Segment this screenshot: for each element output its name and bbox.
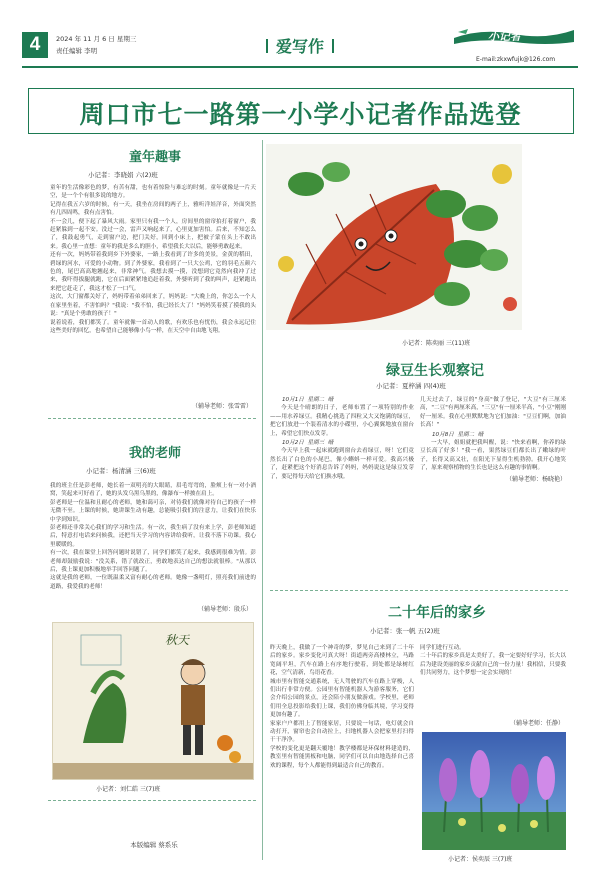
banner-frame [28, 88, 574, 134]
editor-note: 本版编辑 蔡系乐 [130, 841, 178, 849]
section-title [250, 34, 350, 57]
leaf-drawing-icon [266, 144, 522, 330]
bean-diary-2: 10月2日 星期三 晴 [282, 440, 334, 447]
flower-artwork [422, 732, 566, 850]
bean-title: 绿豆生长观察记 [386, 363, 484, 379]
teacher-byline: 小记者：杨清涵 三(6)班 [86, 467, 156, 475]
teacher-title: 我的老师 [128, 446, 181, 461]
bean-col-2 [420, 396, 566, 582]
masthead-email: E-mail:zkxwfujk@126.com [476, 56, 556, 63]
hometown-byline: 小记者：张一帆 五(2)班 [370, 627, 440, 635]
childhood-title: 童年趣事 [128, 150, 181, 165]
divider-bean-hometown [270, 590, 568, 591]
bean-col-1 [270, 396, 414, 582]
divider-childhood-teacher [48, 418, 256, 419]
page-number: 4 [29, 34, 41, 55]
column-separator [262, 140, 263, 860]
page-number-block [22, 32, 48, 58]
bean-body-4: 一大早，姐姐就把我叫醒，说："快来看啊，你养的绿豆长高了好多！"我一看，果然绿豆们都长出了嫩绿的叶子，长得又高又壮，在阳光下显得生机勃勃。我开心地笑了，原来观察植物的生长也是这么有趣的事情啊。 [420, 440, 566, 472]
autumn-artwork [52, 622, 254, 780]
childhood-byline: 小记者：李晓娟 六(2)班 [88, 171, 158, 179]
section-bar-right [332, 39, 334, 53]
autumn-drawing-icon [53, 623, 254, 780]
bean-tutor: （辅导老师：杨晓艳） [505, 475, 566, 483]
childhood-tutor: （辅导老师：张雪雷） [191, 403, 252, 410]
bean-body-2: 今天早上我一起床就跑到窗台去看绿豆，呀！它们竟然长出了白色的小尾巴，像小蝌蚪一样可爱。我高兴极了，赶紧把这个好消息告诉了妈妈，妈妈说这是绿豆发芽了，要记得每天给它们换水哦。 [270, 448, 414, 480]
bean-byline: 小记者：夏梓涵 四(4)班 [376, 382, 446, 390]
bean-body-1: 今天是个晴朗的日子，老师布置了一项特别的作业——用水养绿豆。我精心挑选了四粒又大又饱满的绿豆，把它们放进一个装着清水的小碟里，小心翼翼地放在窗台上，希望它们快点发芽。 [270, 405, 414, 437]
section-bar-left [266, 39, 268, 53]
leaf-artwork [266, 144, 522, 330]
hometown-body-2: 同学们进行互动。 二十年后的家乡真是太美好了，我一定要好好学习，长大以后为建设美丽的家乡贡献自己的一份力量！我相信，只要我们共同努力，这个梦想一定会实现的！ [420, 645, 566, 677]
autumn-art-caption: 小记者：刘仁皓 三(7)班 [96, 786, 161, 793]
bean-body-3: 几天过去了，绿豆的"身高"做了登记，"大豆"有三厘米高，"二豆"有两厘米高，"三豆"有一厘米半高，"小豆"刚刚好一厘米。我在心里默默地为它们加油："豆豆们啊，加油长高！" [420, 397, 566, 429]
brand-name: 小记者 [488, 30, 521, 43]
flower-drawing-icon [422, 732, 566, 850]
teacher-tutor: （辅导老师：殷乐） [197, 606, 252, 613]
section-label: 爱写作 [275, 37, 324, 56]
bean-diary-1: 10月1日 星期二 晴 [282, 397, 334, 403]
leaf-art-caption: 小记者：陈奕丽 三(11)班 [402, 340, 471, 347]
flower-art-caption: 小记者：侯奕辰 三(7)班 [448, 856, 513, 863]
brand-logo [452, 26, 576, 46]
hometown-body-1: 昨天晚上，我做了一个神奇的梦，梦见自己来到了二十年后的家乡。家乡变化可真大呀！街道两旁高楼林立，马路宽阔平坦，汽车在路上有序地行驶着，到处都是绿树红花，空气清新，鸟语花香。 城市里有智能交通系统，无人驾驶的汽车在路上穿梭，人们出行非常方便。公园里有智能机器人为游客服务，它们会介绍公园的景点，还会陪小朋友做游戏。学校里，老师们用全息投影给我们上课，我们仿佛身临其境，学习变得更加有趣了。 家家户户都用上了智能家居，只要说一句话，电灯就会自动打开，窗帘也会自动拉上，扫地机器人会把家里打扫得干干净净。 学校的变化更是翻天覆地！教学楼都是环保材料建造的，教室里有智能黑板和电脑，同学们可以自由地选择自己喜欢的课程，每个人都能得到最适合自己的教育。 [270, 645, 414, 769]
autumn-art-text: 秋天 [165, 633, 190, 647]
masthead-editor: 责任编辑 李明 [56, 47, 98, 55]
childhood-body: 童年的生活像彩色的梦，有苦有甜，也有着惊险与难忘的时刻。童年就像是一片天空，是一个个有很多说的地方。 记得在我五六岁的时候，有一天，我坐在房间的两子上，雅听洋娃洋音，外面突然有几四周鸣，我有点害怕。 不一会儿，便下起了暴风大雨。家里只有我一个人，房间里的窗帘拍打着窗户，我赶紧躲到一起不安。没过一会，雷声又响起来了，心里更加害怕。后来，不知怎么了，我鼓起勇气，走到窗户边，把门关好，回到小床上，把被子蒙在头上不敢出来。我心里一直想：童年的我是多么的胆小，希望我长大以后，能够勇敢起来。 还有一次，妈妈带着我到乡下外婆家，一路上我看到了许多的美景，金黄的稻田，碧绿的河水，可爱的小动物。到了外婆家，我看到了一只大公鸡，它的羽毛五颜六色的，尾巴高高地翘起来，非常神气。我想去摸一摸，没想到它竟然向我冲了过来，我吓得拔腿就跑，它在后面紧紧地追赶着我，外婆听到了我的叫声，赶紧跑出来把它赶走了，我这才松了一口气。 这次，大门窗都关好了，妈妈带着弟弟回来了，妈妈说："大晚上的，你怎么一个人在家里坐着，不害怕吗？"我说："我不怕，我已经长大了！"妈妈笑着摸了摸我的头说："真是个勇敢的孩子！" 说着说着，我们都笑了。童年就像一首动人的歌，有欢乐也有忧伤，我会永远记住这些美好的回忆，也希望自己能够像小鸟一样，在天空中自由地飞翔。 [50, 185, 256, 334]
divider-editor-note [48, 800, 256, 801]
teacher-body: 我的班主任是彭老师，她长着一双明亮的大眼睛，眉毛弯弯的，脸颊上有一对小酒窝，笑起来可好看了，她的头发乌黑乌黑的，像瀑布一样披在肩上。 彭老师是一位温和且耐心的老师，她和蔼可亲，对待我们就像对待自己的孩子一样无微不至。上课的时候，她讲课生动有趣，总能吸引我们的注意力，让我们在快乐中学到知识。 彭老师还非常关心我们的学习和生活。有一次，我生病了没有来上学，彭老师知道后，特意打电话来问候我，还把当天学习的内容讲给我听，让我不落下功课。我心里暖暖的。 有一次，我在课堂上回答问题时说错了，同学们都笑了起来，我感到很难为情。彭老师却鼓励我说："没关系，错了就改正，勇敢地表达自己的想法就很棒。"从那以后，我上课更加积极地举手回答问题了。 这就是我的老师，一位既温柔又富有耐心的老师。她像一盏明灯，照亮我们前进的道路，我爱我的老师！ [50, 483, 256, 590]
masthead-divider [22, 66, 578, 68]
banner-title: 周口市七一路第一小学小记者作品选登 [79, 100, 522, 129]
masthead-date: 2024 年 11 月 6 日 星期三 [56, 35, 137, 43]
bean-diary-3: 10月8日 星期二 晴 [432, 431, 484, 438]
hometown-title: 二十年后的家乡 [388, 605, 486, 621]
hometown-tutor: （辅导老师：任静） [509, 720, 564, 727]
